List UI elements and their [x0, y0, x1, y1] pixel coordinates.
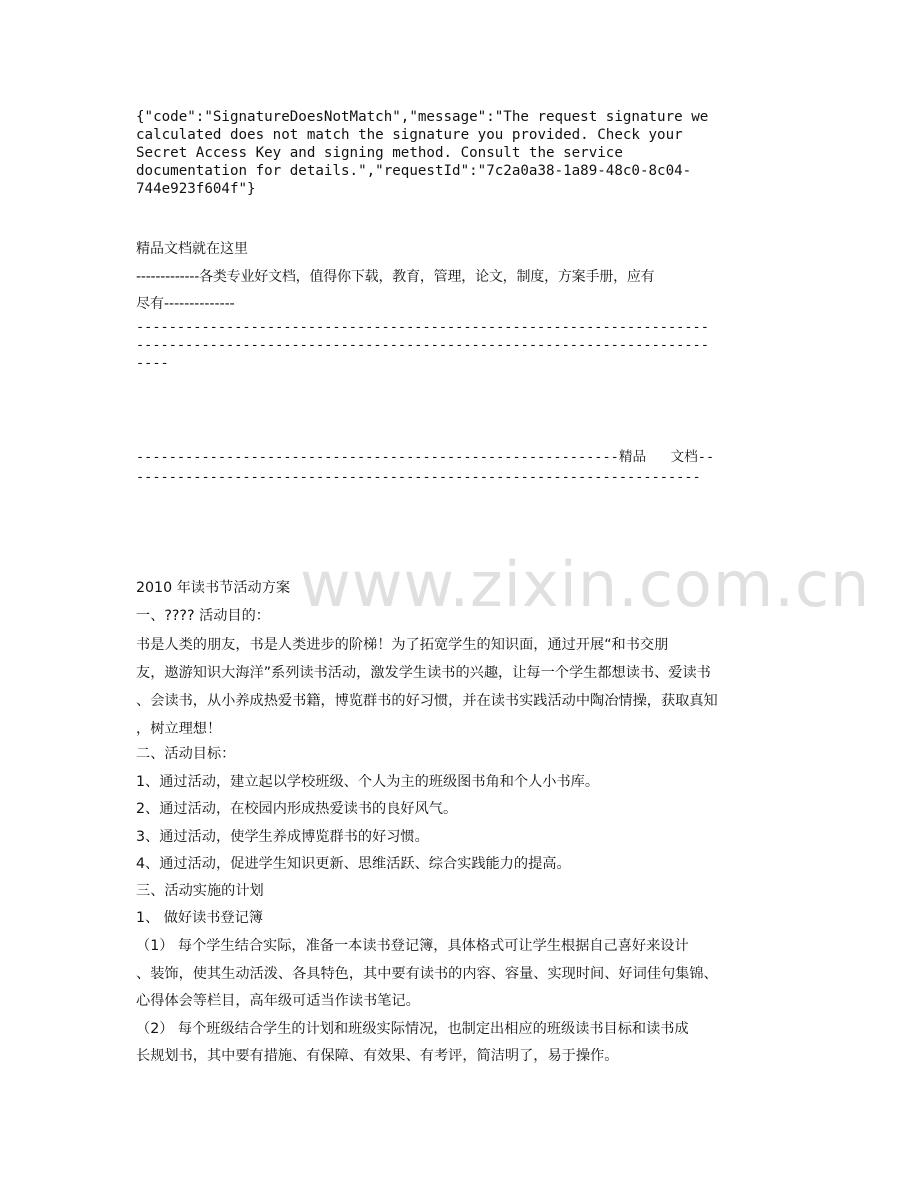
list-item: 3、通过活动，使学生养成博览群书的好习惯。 [136, 829, 429, 845]
error-line: Secret Access Key and signing method. Consult the service [136, 145, 623, 161]
paragraph-line: 、装饰，使其生动活泼、各具特色，其中要有读书的内容、容量、实现时间、好词佳句集锦、 [136, 966, 718, 982]
document-title: 2010 年读书节活动方案 [136, 580, 291, 596]
subsection-heading: 1、 做好读书登记簿 [136, 910, 264, 926]
error-line: 744e923f604f"} [136, 181, 256, 197]
section-heading: 二、活动目标： [136, 746, 236, 762]
paragraph-line: ，树立理想！ [136, 721, 222, 737]
banner-line: -------------各类专业好文档，值得你下载，教育，管理，论文，制度，方案手册，应有 [136, 269, 655, 285]
banner-title: 精品文档就在这里 [136, 241, 248, 257]
banner-divider: --------------------------------------------------------------------- [136, 469, 701, 485]
banner-line: 尽有-------------- [136, 296, 235, 312]
error-line: {"code":"SignatureDoesNotMatch","message":"The request signature we [136, 109, 709, 125]
paragraph-line: 书是人类的朋友，书是人类进步的阶梯！为了拓宽学生的知识面，通过开展“和书交朋 [136, 637, 669, 653]
error-line: documentation for details.","requestId":"7c2a0a38-1a89-48c0-8c04- [136, 163, 692, 179]
paragraph-line: （2） 每个班级结合学生的计划和班级实际情况，也制定出相应的班级读书目标和读书成 [136, 1021, 689, 1037]
banner-divider: ---- [136, 355, 169, 371]
section-heading: 一、???? 活动目的： [136, 608, 270, 624]
banner-divider: ---------------------------------------------------------------------- [136, 337, 709, 353]
list-item: 2、通过活动，在校园内形成热爱读书的良好风气。 [136, 801, 458, 817]
section-heading: 三、活动实施的计划 [136, 883, 264, 899]
paragraph-line: 心得体会等栏目，高年级可适当作读书笔记。 [136, 993, 420, 1009]
paragraph-line: （1） 每个学生结合实际，准备一本读书登记簿，具体格式可让学生根据自己喜好来设计 [136, 938, 689, 954]
paragraph-line: 、会读书，从小养成热爱书籍，博览群书的好习惯，并在读书实践活动中陶冶情操，获取真知 [136, 693, 718, 709]
banner-divider: ---------------------------------------------------------------------- [136, 319, 709, 335]
list-item: 1、通过活动，建立起以学校班级、个人为主的班级图书角和个人小书库。 [136, 774, 600, 790]
site-watermark: www.zixin.com.cn [300, 548, 871, 621]
paragraph-line: 长规划书，其中要有措施、有保障、有效果、有考评，简洁明了，易于操作。 [136, 1048, 619, 1064]
error-line: calculated does not match the signature you provided. Check your [136, 127, 683, 143]
list-item: 4、通过活动，促进学生知识更新、思维活跃、综合实践能力的提高。 [136, 856, 571, 872]
banner-divider: -----------------------------------------------------------精品 文档-- [136, 449, 715, 465]
paragraph-line: 友，遨游知识大海洋”系列读书活动，激发学生读书的兴趣，让每一个学生都想读书、爱读书 [136, 665, 711, 681]
